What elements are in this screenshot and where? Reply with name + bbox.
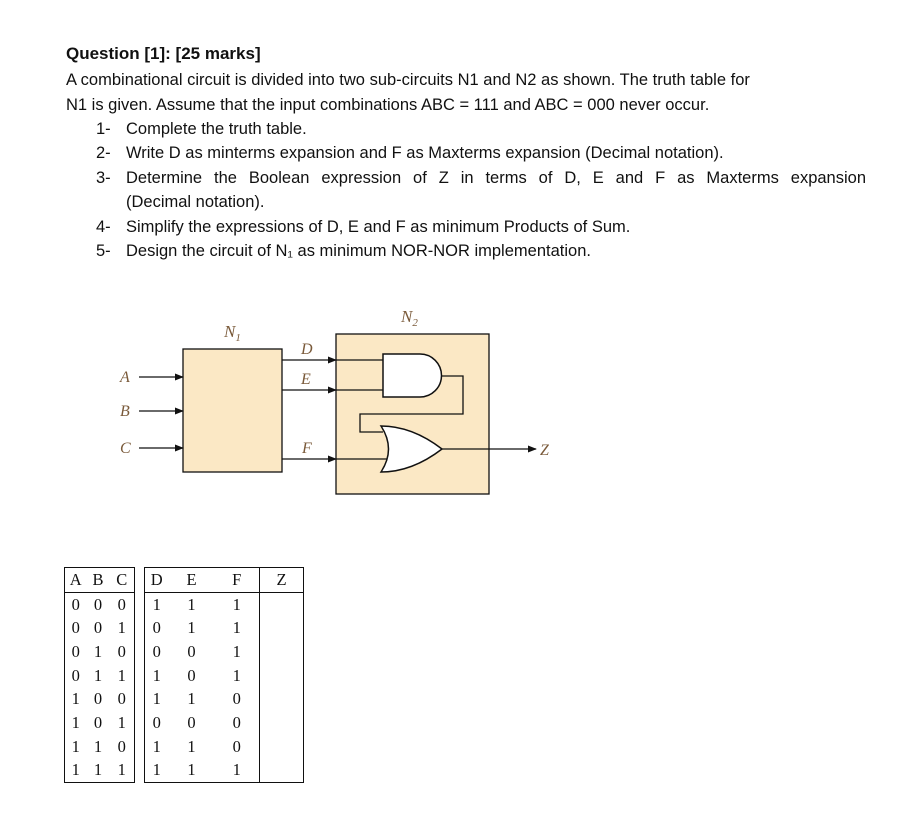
cell-d: 1 (145, 664, 169, 688)
task-number: 2- (96, 144, 111, 163)
cell-c: 0 (110, 687, 135, 711)
cell-b: 0 (93, 689, 103, 709)
output-d-label: D (301, 341, 313, 358)
header-c: C (110, 568, 135, 593)
cell-a: 0 (65, 616, 87, 640)
input-c-label: C (120, 440, 131, 457)
cell-b: 0 (93, 618, 103, 638)
cell-a: 0 (65, 664, 87, 688)
task-text: (Decimal notation). (126, 193, 265, 212)
cell-a: 1 (65, 759, 87, 783)
cell-a: 1 (65, 735, 87, 759)
cell-e: 1 (169, 759, 215, 783)
cell-c: 0 (110, 640, 135, 664)
cell-z[interactable] (260, 687, 304, 711)
cell-e: 1 (187, 736, 196, 756)
task-number: 5- (96, 242, 111, 261)
cell-b: 1 (93, 665, 103, 685)
cell-z[interactable] (260, 711, 304, 735)
table-row (65, 640, 304, 664)
cell-c: 1 (110, 616, 135, 640)
cell-z[interactable] (260, 616, 304, 640)
task-text: Complete the truth table. (126, 120, 307, 138)
task-text: Determine the Boolean expression of Z in terms of D, E and F as Maxterms expansion (126, 168, 866, 187)
truth-table-header (65, 568, 304, 593)
cell-e: 0 (187, 712, 196, 732)
header-e: E (169, 568, 215, 593)
table-row (65, 711, 304, 735)
cell-e: 1 (187, 618, 196, 638)
task-text: Design the circuit of N₁ as minimum NOR-NOR implementation. (126, 242, 591, 261)
intro-line-1: A combinational circuit is divided into two sub-circuits N1 and N2 as shown. The truth table for (66, 71, 750, 89)
table-row (65, 616, 304, 640)
cell-e: 0 (187, 665, 196, 685)
cell-z[interactable] (260, 759, 304, 783)
output-e-label: E (301, 371, 311, 388)
cell-b: 1 (93, 736, 103, 756)
table-row (65, 592, 304, 616)
n1-label: $N_1$ (224, 322, 241, 344)
cell-z[interactable] (260, 664, 304, 688)
task-number: 1- (96, 120, 111, 138)
and-gate-icon (383, 354, 442, 397)
truth-table (64, 567, 304, 783)
cell-c: 0 (110, 735, 135, 759)
output-f-label: F (302, 440, 312, 457)
cell-z[interactable] (260, 640, 304, 664)
cell-d: 1 (145, 759, 169, 783)
cell-c: 1 (110, 711, 135, 735)
input-a-label: A (120, 369, 130, 386)
header-b: B (87, 568, 110, 593)
cell-a: 0 (65, 640, 87, 664)
table-row (65, 664, 304, 688)
header-d: D (145, 568, 169, 593)
cell-b: 1 (93, 641, 103, 661)
cell-b: 1 (87, 759, 110, 783)
cell-d: 1 (145, 592, 169, 616)
question-title: Question [1]: [25 marks] (66, 44, 261, 63)
input-b-label: B (120, 403, 130, 420)
cell-a: 0 (65, 592, 87, 616)
header-f: F (215, 568, 260, 593)
cell-f: 0 (232, 712, 241, 732)
cell-f: 1 (215, 759, 260, 783)
header-z: Z (260, 568, 304, 593)
cell-f: 1 (232, 618, 241, 638)
n1-block (183, 349, 282, 472)
cell-f: 0 (232, 736, 241, 756)
cell-d: 0 (145, 640, 169, 664)
task-number: 3- (96, 168, 111, 187)
task-text: Write D as minterms expansion and F as Maxterms expansion (Decimal notation). (126, 144, 724, 163)
cell-f: 1 (232, 665, 241, 685)
cell-z[interactable] (260, 592, 304, 616)
header-a: A (65, 568, 87, 593)
cell-z[interactable] (260, 735, 304, 759)
cell-d: 0 (145, 711, 169, 735)
cell-d: 0 (145, 616, 169, 640)
cell-e: 1 (187, 594, 196, 614)
cell-c: 0 (110, 592, 135, 616)
cell-c: 1 (110, 759, 135, 783)
cell-a: 1 (65, 711, 87, 735)
cell-a: 1 (65, 687, 87, 711)
cell-e: 0 (187, 641, 196, 661)
n2-label: $N_2$ (401, 307, 418, 329)
cell-f: 0 (232, 689, 241, 709)
cell-f: 1 (232, 594, 241, 614)
table-row (65, 759, 304, 783)
cell-b: 0 (93, 712, 103, 732)
cell-c: 1 (110, 664, 135, 688)
cell-e: 1 (187, 689, 196, 709)
task-number: 4- (96, 217, 111, 236)
cell-d: 1 (145, 687, 169, 711)
table-row (65, 687, 304, 711)
task-text: Simplify the expressions of D, E and F as minimum Products of Sum. (126, 217, 631, 236)
cell-d: 1 (145, 735, 169, 759)
cell-f: 1 (232, 641, 241, 661)
table-row (65, 735, 304, 759)
intro-line-2: N1 is given. Assume that the input combinations ABC = 111 and ABC = 000 never occur. (66, 95, 710, 114)
cell-b: 0 (93, 594, 103, 614)
output-z-label: Z (540, 442, 549, 459)
